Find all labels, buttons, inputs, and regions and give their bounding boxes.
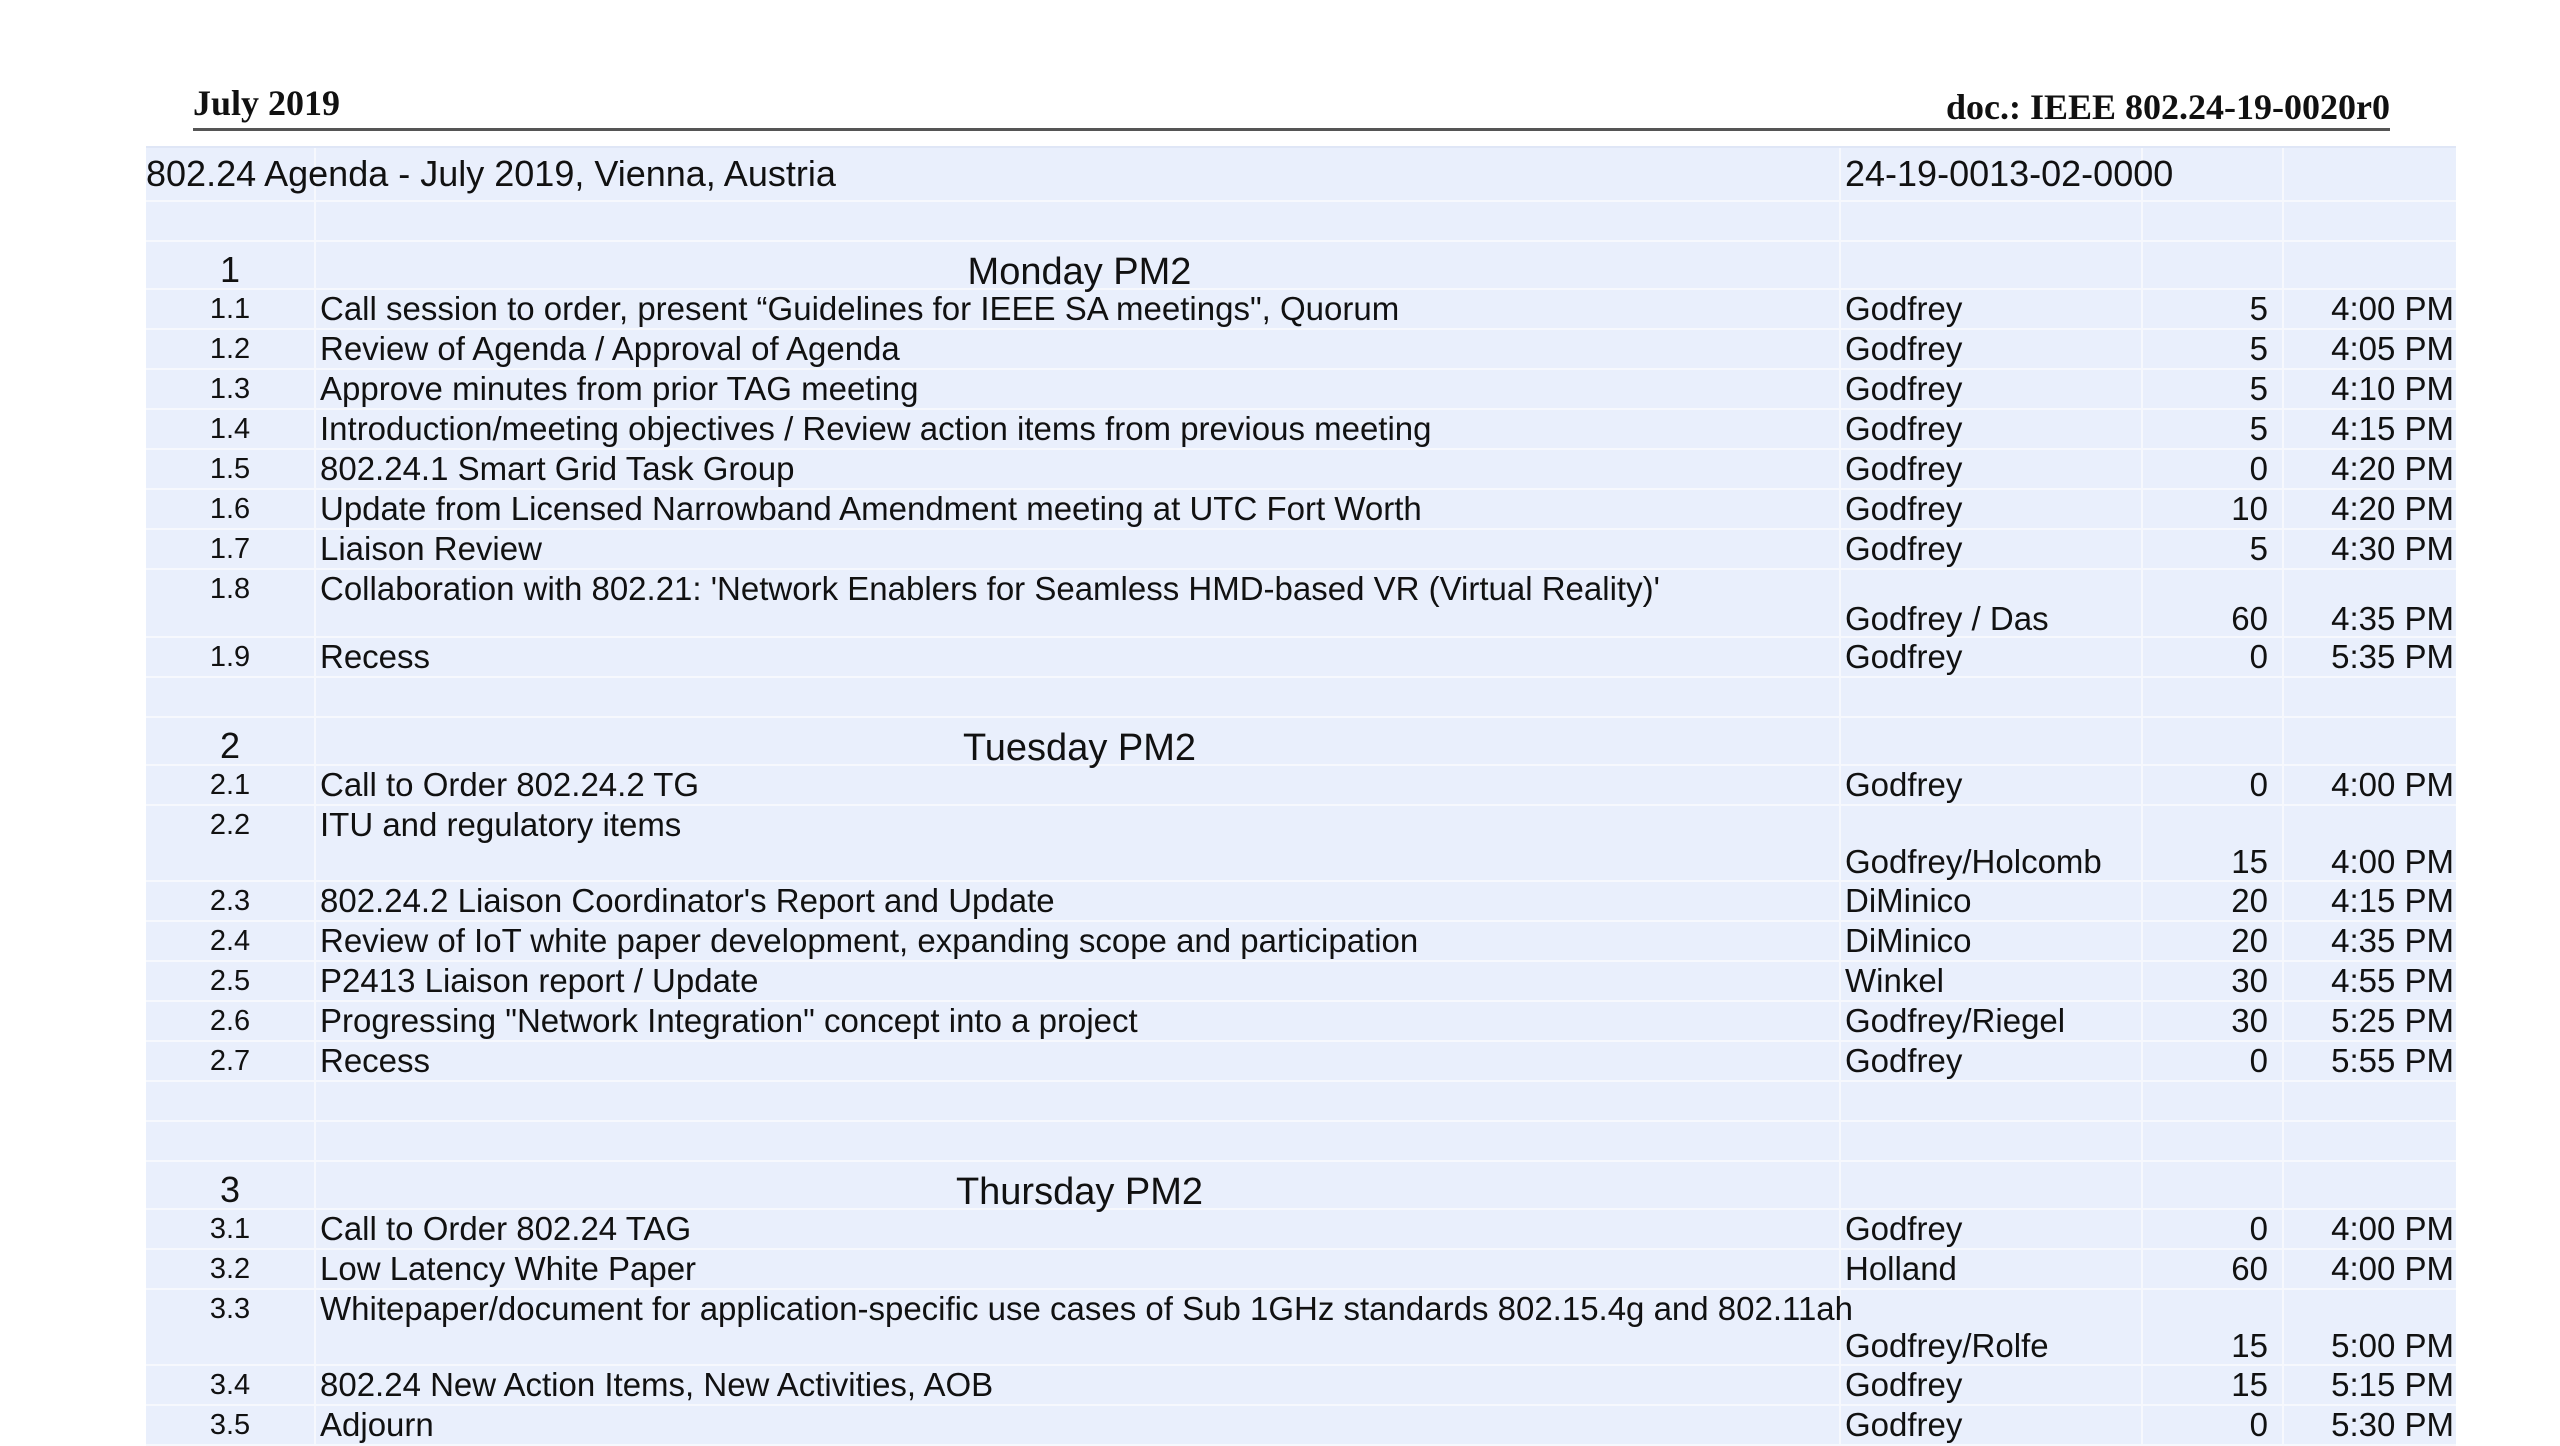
item-text[interactable]: 802.24 New Action Items, New Activities, AOB <box>316 1366 1841 1404</box>
item-number[interactable]: 3.3 <box>146 1290 316 1365</box>
agenda-item-row <box>146 1002 2456 1042</box>
item-time[interactable]: 4:00 PM <box>2331 1210 2454 1247</box>
item-text[interactable]: Review of IoT white paper development, expanding scope and participation <box>316 922 1841 960</box>
item-number[interactable]: 1.6 <box>146 490 316 528</box>
item-presenter[interactable]: Godfrey <box>1841 530 2143 568</box>
agenda-title-row <box>146 148 2456 202</box>
cell[interactable] <box>146 1122 316 1160</box>
agenda-item-row <box>146 806 2456 882</box>
item-time[interactable]: 4:15 PM <box>2331 410 2454 447</box>
agenda-item-row <box>146 922 2456 962</box>
item-number[interactable]: 3.2 <box>146 1250 316 1288</box>
item-duration[interactable]: 5 <box>2143 370 2284 408</box>
item-text[interactable]: Call session to order, present “Guidelines for IEEE SA meetings", Quorum <box>316 290 1841 328</box>
agenda-doc-number[interactable]: 24-19-0013-02-0000 <box>1841 148 2143 200</box>
item-duration[interactable]: 60 <box>2143 570 2284 638</box>
item-duration[interactable]: 5 <box>2143 290 2284 328</box>
section-number[interactable]: 3 <box>146 1162 316 1222</box>
agenda-item-row <box>146 1210 2456 1250</box>
agenda-item-row <box>146 1290 2456 1366</box>
item-time[interactable]: 4:00 PM <box>2331 766 2454 803</box>
item-text[interactable]: Call to Order 802.24 TAG <box>316 1210 1841 1248</box>
section-title[interactable]: Monday PM2 <box>316 242 1841 302</box>
item-duration[interactable]: 5 <box>2143 530 2284 568</box>
agenda-table <box>146 146 2456 1446</box>
item-presenter[interactable]: Godfrey <box>1841 1210 2143 1248</box>
blank-row <box>146 1122 2456 1162</box>
item-number[interactable]: 1.3 <box>146 370 316 408</box>
item-presenter[interactable]: Godfrey <box>1841 370 2143 408</box>
item-presenter[interactable]: DiMinico <box>1841 922 2143 960</box>
item-number[interactable]: 3.4 <box>146 1366 316 1404</box>
item-text[interactable]: P2413 Liaison report / Update <box>316 962 1841 1000</box>
cell[interactable] <box>2143 1082 2284 1120</box>
item-time[interactable]: 4:55 PM <box>2331 962 2454 999</box>
cell[interactable] <box>1841 1082 2143 1120</box>
agenda-item-row <box>146 1366 2456 1406</box>
agenda-item-row <box>146 290 2456 330</box>
document-header <box>193 78 2390 131</box>
item-time[interactable]: 5:35 PM <box>2331 638 2454 675</box>
item-duration[interactable]: 15 <box>2143 1290 2284 1365</box>
agenda-item-row <box>146 370 2456 410</box>
item-number[interactable]: 2.6 <box>146 1002 316 1040</box>
item-duration[interactable]: 15 <box>2143 1366 2284 1404</box>
item-number[interactable]: 3.1 <box>146 1210 316 1248</box>
header-date: July 2019 <box>193 83 341 123</box>
item-presenter[interactable]: Godfrey <box>1841 450 2143 488</box>
cell[interactable] <box>2143 202 2284 240</box>
agenda-item-row <box>146 570 2456 638</box>
section-row <box>146 242 2456 293</box>
item-time[interactable]: 4:10 PM <box>2331 370 2454 407</box>
item-time[interactable]: 4:20 PM <box>2331 450 2454 487</box>
item-duration[interactable]: 0 <box>2143 1210 2284 1248</box>
agenda-item-row <box>146 330 2456 370</box>
agenda-item-row <box>146 490 2456 530</box>
item-time[interactable]: 4:35 PM <box>2331 922 2454 959</box>
item-text[interactable]: Recess <box>316 638 1841 676</box>
item-presenter[interactable]: Godfrey/Riegel <box>1841 1002 2143 1040</box>
agenda-item-row <box>146 1042 2456 1082</box>
cell-b[interactable] <box>316 148 1841 200</box>
item-text[interactable]: Adjourn <box>316 1406 1841 1444</box>
item-duration[interactable]: 30 <box>2143 1002 2284 1040</box>
cell[interactable] <box>146 202 316 240</box>
item-duration[interactable]: 0 <box>2143 638 2284 676</box>
item-presenter[interactable]: Godfrey/Holcomb <box>1841 806 2143 881</box>
item-time[interactable]: 5:00 PM <box>2331 1327 2454 1364</box>
agenda-item-row <box>146 638 2456 678</box>
agenda-item-row <box>146 766 2456 806</box>
section-number[interactable]: 1 <box>146 242 316 302</box>
item-number[interactable]: 2.2 <box>146 806 316 881</box>
cell[interactable] <box>316 1082 1841 1120</box>
cell-d[interactable] <box>2143 148 2284 200</box>
item-duration[interactable]: 30 <box>2143 962 2284 1000</box>
item-number[interactable]: 1.1 <box>146 290 316 328</box>
item-time[interactable]: 5:55 PM <box>2331 1042 2454 1079</box>
cell-e[interactable] <box>2284 148 2456 200</box>
cell[interactable] <box>316 202 1841 240</box>
item-text[interactable]: Approve minutes from prior TAG meeting <box>316 370 1841 408</box>
item-text[interactable]: Recess <box>316 1042 1841 1080</box>
agenda-item-row <box>146 882 2456 922</box>
section-row <box>146 1162 2456 1213</box>
item-presenter[interactable]: DiMinico <box>1841 882 2143 920</box>
item-text[interactable]: ITU and regulatory items <box>316 806 1841 881</box>
agenda-title: 802.24 Agenda - July 2019, Vienna, Austria <box>146 153 836 194</box>
header-doc-id: doc.: IEEE 802.24-19-0020r0 <box>1946 87 2390 127</box>
item-time[interactable]: 4:00 PM <box>2331 290 2454 327</box>
item-presenter[interactable]: Godfrey <box>1841 638 2143 676</box>
item-number[interactable]: 3.5 <box>146 1406 316 1444</box>
item-number[interactable]: 2.7 <box>146 1042 316 1080</box>
item-presenter[interactable]: Godfrey <box>1841 1406 2143 1444</box>
agenda-item-row <box>146 530 2456 570</box>
item-time[interactable]: 4:30 PM <box>2331 530 2454 567</box>
item-text[interactable]: Call to Order 802.24.2 TG <box>316 766 1841 804</box>
cell[interactable] <box>2143 1122 2284 1160</box>
item-text[interactable]: Collaboration with 802.21: 'Network Enablers for Seamless HMD-based VR (Virtual Reality)' <box>316 570 1841 638</box>
item-presenter[interactable]: Holland <box>1841 1250 2143 1288</box>
cell[interactable] <box>316 678 1841 716</box>
item-duration[interactable]: 20 <box>2143 922 2284 960</box>
item-number[interactable]: 2.1 <box>146 766 316 804</box>
item-presenter[interactable]: Godfrey <box>1841 330 2143 368</box>
item-number[interactable]: 1.9 <box>146 638 316 676</box>
item-presenter[interactable]: Godfrey <box>1841 1366 2143 1404</box>
item-number[interactable]: 1.8 <box>146 570 316 638</box>
agenda-item-row <box>146 450 2456 490</box>
section-title[interactable]: Thursday PM2 <box>316 1162 1841 1222</box>
cell[interactable] <box>316 1122 1841 1160</box>
item-text[interactable]: Low Latency White Paper <box>316 1250 1841 1288</box>
section-title[interactable]: Tuesday PM2 <box>316 718 1841 778</box>
cell[interactable] <box>1841 678 2143 716</box>
blank-row <box>146 678 2456 718</box>
item-number[interactable]: 1.5 <box>146 450 316 488</box>
agenda-item-row <box>146 1250 2456 1290</box>
item-time[interactable]: 4:00 PM <box>2331 843 2454 880</box>
item-text[interactable]: 802.24.2 Liaison Coordinator's Report and Update <box>316 882 1841 920</box>
item-time[interactable]: 4:35 PM <box>2331 600 2454 637</box>
cell[interactable] <box>1841 202 2143 240</box>
item-duration[interactable]: 60 <box>2143 1250 2284 1288</box>
item-text[interactable]: Review of Agenda / Approval of Agenda <box>316 330 1841 368</box>
item-text[interactable]: Liaison Review <box>316 530 1841 568</box>
cell[interactable] <box>1841 1122 2143 1160</box>
item-time[interactable]: 4:05 PM <box>2331 330 2454 367</box>
cell[interactable] <box>2284 1082 2456 1120</box>
item-duration[interactable]: 15 <box>2143 806 2284 881</box>
item-text[interactable]: Progressing "Network Integration" concept into a project <box>316 1002 1841 1040</box>
cell[interactable] <box>146 678 316 716</box>
item-duration[interactable]: 5 <box>2143 330 2284 368</box>
item-duration[interactable]: 0 <box>2143 1042 2284 1080</box>
item-duration[interactable]: 0 <box>2143 450 2284 488</box>
item-presenter[interactable]: Godfrey <box>1841 1042 2143 1080</box>
cell-a[interactable] <box>146 148 836 200</box>
item-text[interactable]: Update from Licensed Narrowband Amendment meeting at UTC Fort Worth <box>316 490 1841 528</box>
cell[interactable] <box>2284 1122 2456 1160</box>
item-time[interactable]: 4:15 PM <box>2331 882 2454 919</box>
item-time[interactable]: 5:15 PM <box>2331 1366 2454 1403</box>
item-time[interactable]: 5:30 PM <box>2331 1406 2454 1443</box>
cell[interactable] <box>2284 678 2456 716</box>
item-number[interactable]: 1.2 <box>146 330 316 368</box>
item-number[interactable]: 2.4 <box>146 922 316 960</box>
item-duration[interactable]: 0 <box>2143 1406 2284 1444</box>
item-duration[interactable]: 20 <box>2143 882 2284 920</box>
item-presenter[interactable]: Godfrey <box>1841 290 2143 328</box>
item-number[interactable]: 2.5 <box>146 962 316 1000</box>
item-time[interactable]: 4:00 PM <box>2331 1250 2454 1287</box>
item-number[interactable]: 1.7 <box>146 530 316 568</box>
blank-row <box>146 202 2456 242</box>
item-text[interactable]: Introduction/meeting objectives / Review action items from previous meeting <box>316 410 1841 448</box>
item-presenter[interactable]: Godfrey/Rolfe <box>1841 1290 2143 1365</box>
item-text[interactable]: Whitepaper/document for application-specific use cases of Sub 1GHz standards 802.15.4g and 802.11ah <box>316 1290 1841 1365</box>
item-presenter[interactable]: Winkel <box>1841 962 2143 1000</box>
item-time[interactable]: 5:25 PM <box>2331 1002 2454 1039</box>
agenda-item-row <box>146 962 2456 1002</box>
item-text[interactable]: 802.24.1 Smart Grid Task Group <box>316 450 1841 488</box>
cell[interactable] <box>146 1082 316 1120</box>
blank-row <box>146 1082 2456 1122</box>
item-number[interactable]: 2.3 <box>146 882 316 920</box>
cell[interactable] <box>2143 678 2284 716</box>
section-number[interactable]: 2 <box>146 718 316 778</box>
item-number[interactable]: 1.4 <box>146 410 316 448</box>
item-presenter[interactable]: Godfrey <box>1841 410 2143 448</box>
cell[interactable] <box>2284 202 2456 240</box>
agenda-item-row <box>146 1406 2456 1446</box>
item-duration[interactable]: 0 <box>2143 766 2284 804</box>
agenda-item-row <box>146 410 2456 450</box>
item-duration[interactable]: 10 <box>2143 490 2284 528</box>
item-time[interactable]: 4:20 PM <box>2331 490 2454 527</box>
item-presenter[interactable]: Godfrey <box>1841 766 2143 804</box>
section-row <box>146 718 2456 769</box>
item-presenter[interactable]: Godfrey <box>1841 490 2143 528</box>
item-presenter[interactable]: Godfrey / Das <box>1841 570 2143 638</box>
item-duration[interactable]: 5 <box>2143 410 2284 448</box>
